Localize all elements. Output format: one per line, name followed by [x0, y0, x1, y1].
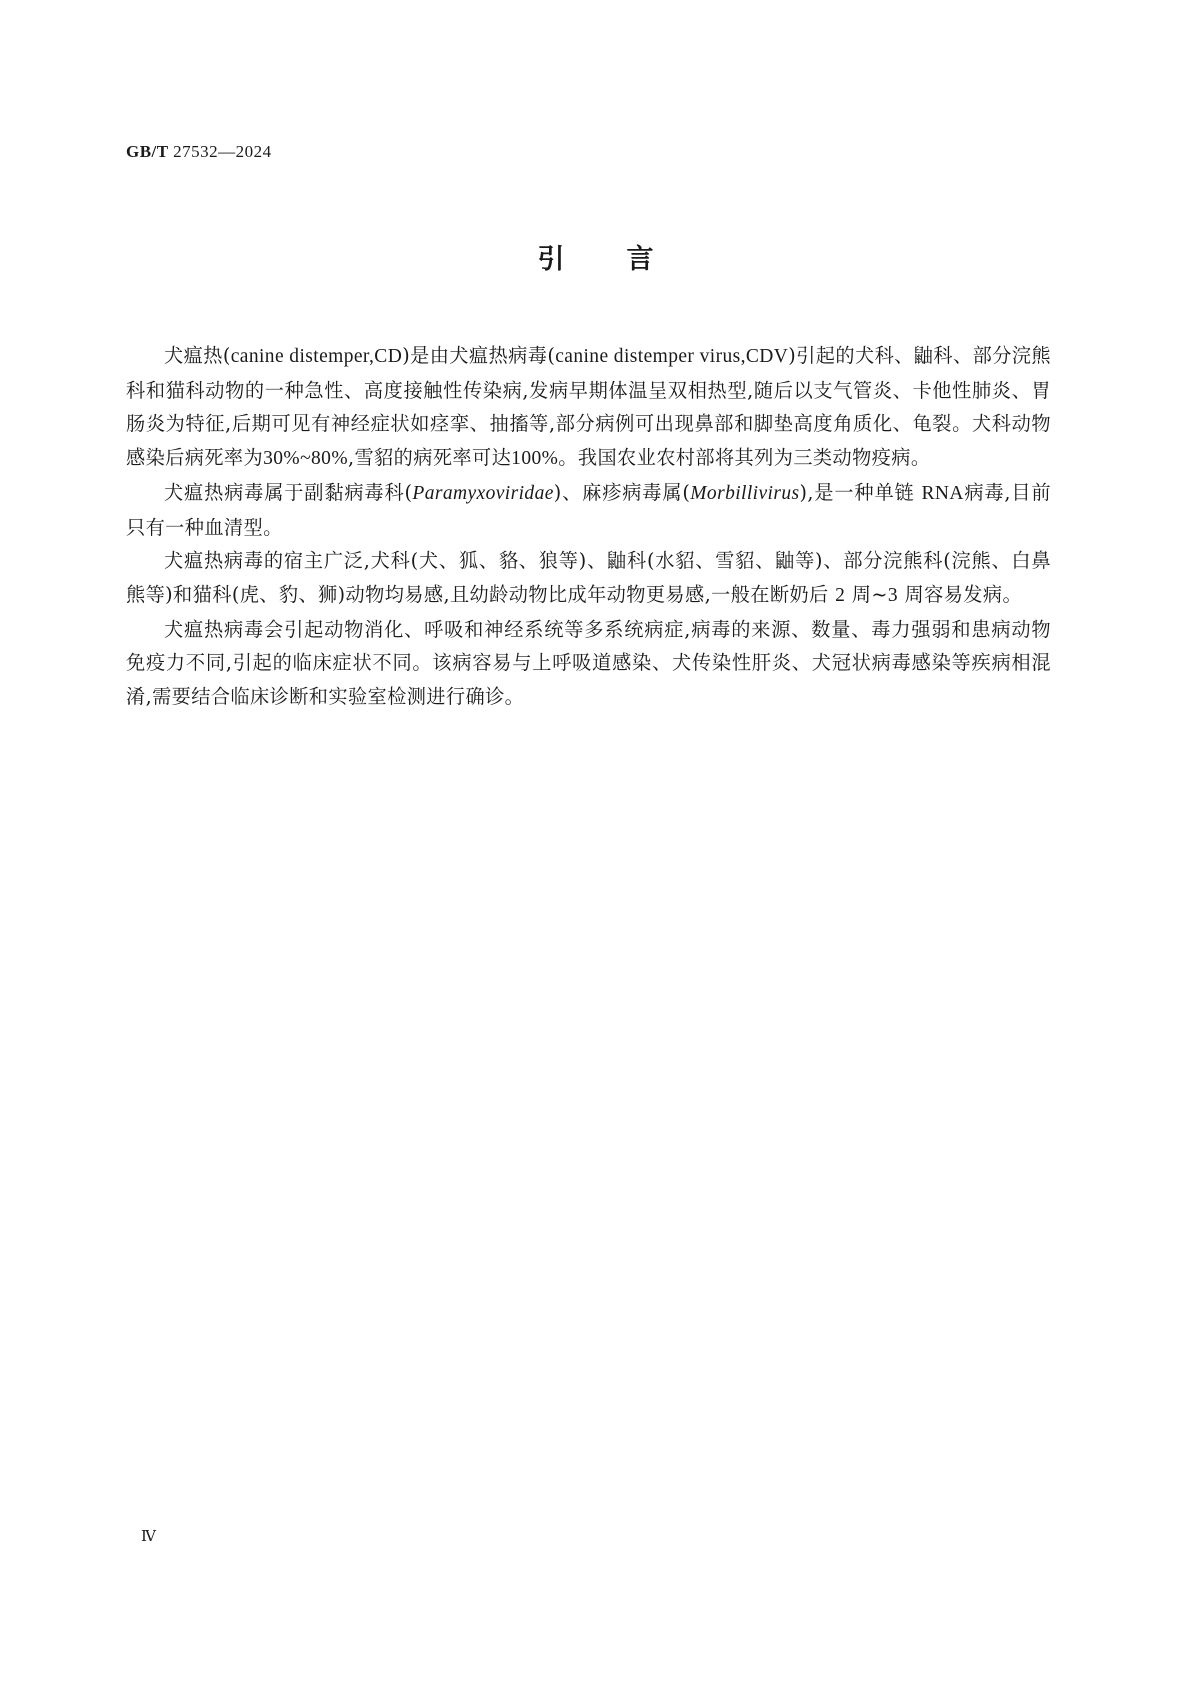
page-number: Ⅳ	[141, 1529, 156, 1545]
paragraph-1	[126, 339, 1051, 476]
number-value: 3	[887, 584, 899, 606]
text-run: )引起的犬科、鼬科、部分浣熊科和猫科动物的一种急性、高度接触性传染病,发病早期体温呈双相热型,随后以支气管炎、卡他性肺炎、胃肠炎为特征,后期可见有神经症状如痉挛、抽搐等,部分病例可出现鼻部和脚垫高度角质化、龟裂。犬科动物感染后病死率为	[126, 344, 1052, 470]
family-name-italic: Paramyxoviridae	[412, 482, 554, 504]
percentage-range: 30%~80%	[263, 448, 348, 470]
paragraph-4	[126, 613, 1051, 714]
text-run: 周~	[851, 582, 888, 606]
text-run: )是由犬瘟热病毒(	[402, 344, 556, 367]
paragraph-3	[126, 544, 1051, 612]
latin-term: canine distemper,CD	[230, 346, 403, 367]
standard-prefix: GB/T	[126, 142, 169, 161]
text-run: 病毒,目前只有一种血清型。	[126, 480, 1052, 539]
text-run: 周容易发病。	[904, 582, 1023, 606]
text-run: ,雪貂的病死率可达	[347, 446, 512, 470]
standard-number: 27532—2024	[173, 142, 272, 161]
text-run: 。我国农业农村部将其列为三类动物疫病。	[558, 446, 931, 470]
text-run: 犬瘟热(	[164, 344, 231, 367]
percentage-value: 100%	[511, 448, 559, 470]
page-title: 引言	[537, 244, 716, 275]
genus-name-italic: Morbillivirus	[690, 482, 800, 504]
text-run: ),是一种单链	[799, 480, 915, 504]
text-run: 犬瘟热病毒的宿主广泛,犬科(犬、狐、貉、狼等)、鼬科(水貂、雪貂、鼬等)、部分浣熊科(浣熊、白鼻熊等)和猫科(虎、豹、狮)动物均易感,且幼龄动物比成年动物更易感,一般在断奶后	[126, 549, 1051, 606]
number-value: 2	[835, 584, 846, 606]
text-run: )、麻疹病毒属(	[553, 480, 691, 504]
standard-code	[126, 142, 272, 162]
rna-term: RNA	[921, 482, 964, 504]
latin-term: canine distemper virus,CDV	[555, 346, 789, 367]
text-run: 犬瘟热病毒会引起动物消化、呼吸和神经系统等多系统病症,病毒的来源、数量、毒力强弱和患病动物免疫力不同,引起的临床症状不同。该病容易与上呼吸道感染、犬传染性肝炎、犬冠状病毒感染等疾病相混淆,需要结合临床诊断和实验室检测进行确诊。	[126, 617, 1051, 709]
introduction-body	[126, 339, 1051, 714]
text-run: 犬瘟热病毒属于副黏病毒科(	[164, 480, 413, 504]
paragraph-2	[126, 476, 1051, 544]
